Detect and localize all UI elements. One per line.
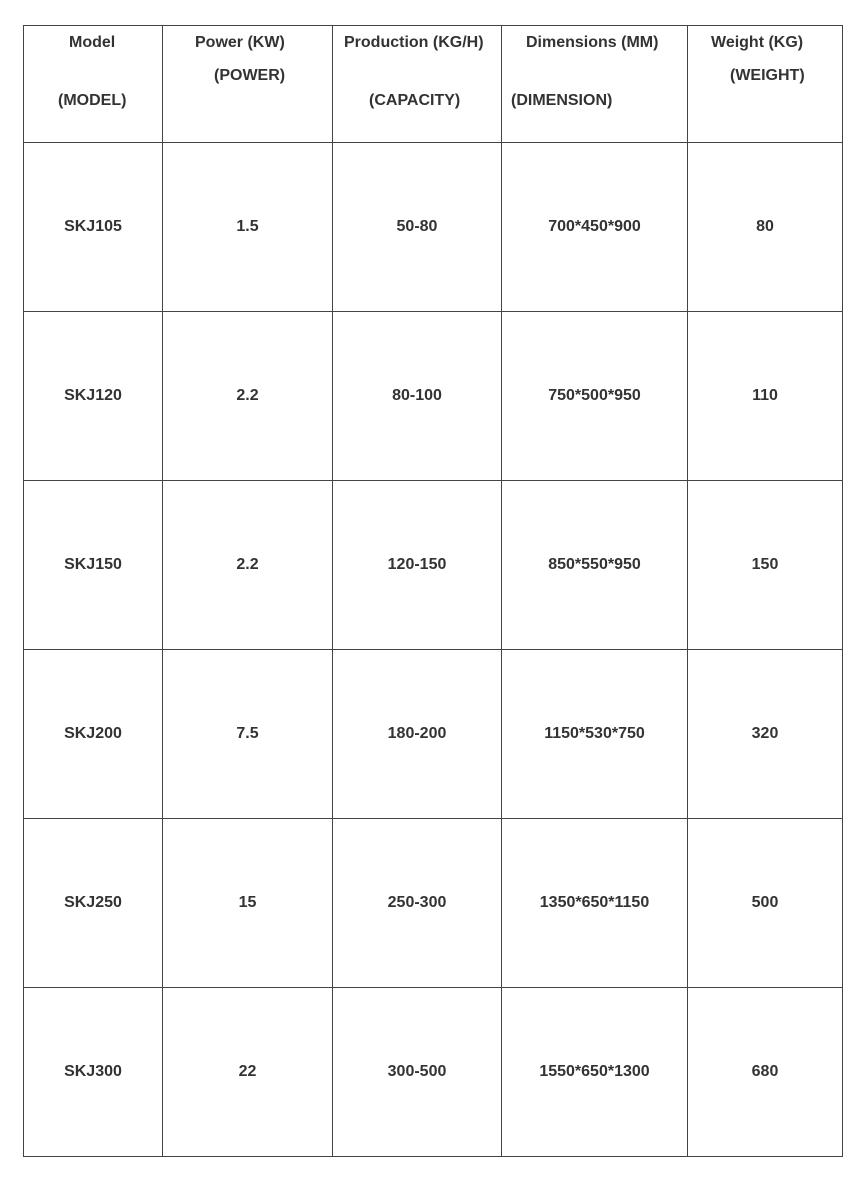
cell-power: 22: [163, 988, 333, 1157]
cell-dimensions: 1150*530*750: [502, 650, 688, 819]
cell-dimensions: 1350*650*1150: [502, 819, 688, 988]
cell-model: SKJ105: [24, 143, 163, 312]
cell-production: 50-80: [333, 143, 502, 312]
table-row: [24, 312, 843, 481]
header-production: [333, 26, 502, 143]
header-power-sublabel: (POWER): [214, 67, 286, 84]
header-model: [24, 26, 163, 143]
cell-weight: 80: [688, 143, 843, 312]
header-power: [163, 26, 333, 143]
cell-production: 300-500: [333, 988, 502, 1157]
cell-weight: 150: [688, 481, 843, 650]
header-weight: [688, 26, 843, 143]
cell-production: 120-150: [333, 481, 502, 650]
header-production-sublabel: (CAPACITY): [369, 92, 461, 109]
cell-model: SKJ120: [24, 312, 163, 481]
cell-dimensions: 1550*650*1300: [502, 988, 688, 1157]
cell-power: 7.5: [163, 650, 333, 819]
header-production-label: Production (KG/H): [344, 34, 484, 51]
table-row: [24, 143, 843, 312]
cell-weight: 500: [688, 819, 843, 988]
header-dimensions: [502, 26, 688, 143]
cell-production: 80-100: [333, 312, 502, 481]
cell-dimensions: 700*450*900: [502, 143, 688, 312]
cell-weight: 110: [688, 312, 843, 481]
cell-model: SKJ250: [24, 819, 163, 988]
cell-model: SKJ300: [24, 988, 163, 1157]
cell-weight: 680: [688, 988, 843, 1157]
header-dimensions-label: Dimensions (MM): [526, 34, 659, 51]
cell-production: 250-300: [333, 819, 502, 988]
cell-power: 15: [163, 819, 333, 988]
cell-power: 2.2: [163, 481, 333, 650]
cell-dimensions: 750*500*950: [502, 312, 688, 481]
cell-weight: 320: [688, 650, 843, 819]
table-row: [24, 481, 843, 650]
cell-dimensions: 850*550*950: [502, 481, 688, 650]
table-row: [24, 650, 843, 819]
header-dimensions-sublabel: (DIMENSION): [511, 92, 613, 109]
header-model-label: Model: [69, 34, 116, 51]
header-weight-sublabel: (WEIGHT): [730, 67, 805, 84]
header-power-label: Power (KW): [195, 34, 285, 51]
table-row: [24, 819, 843, 988]
cell-power: 2.2: [163, 312, 333, 481]
cell-power: 1.5: [163, 143, 333, 312]
table-row: [24, 988, 843, 1157]
cell-model: SKJ200: [24, 650, 163, 819]
spec-table: [23, 25, 843, 1157]
table-header-row: [24, 26, 843, 143]
cell-model: SKJ150: [24, 481, 163, 650]
header-model-sublabel: (MODEL): [58, 92, 127, 109]
cell-production: 180-200: [333, 650, 502, 819]
header-weight-label: Weight (KG): [711, 34, 804, 51]
